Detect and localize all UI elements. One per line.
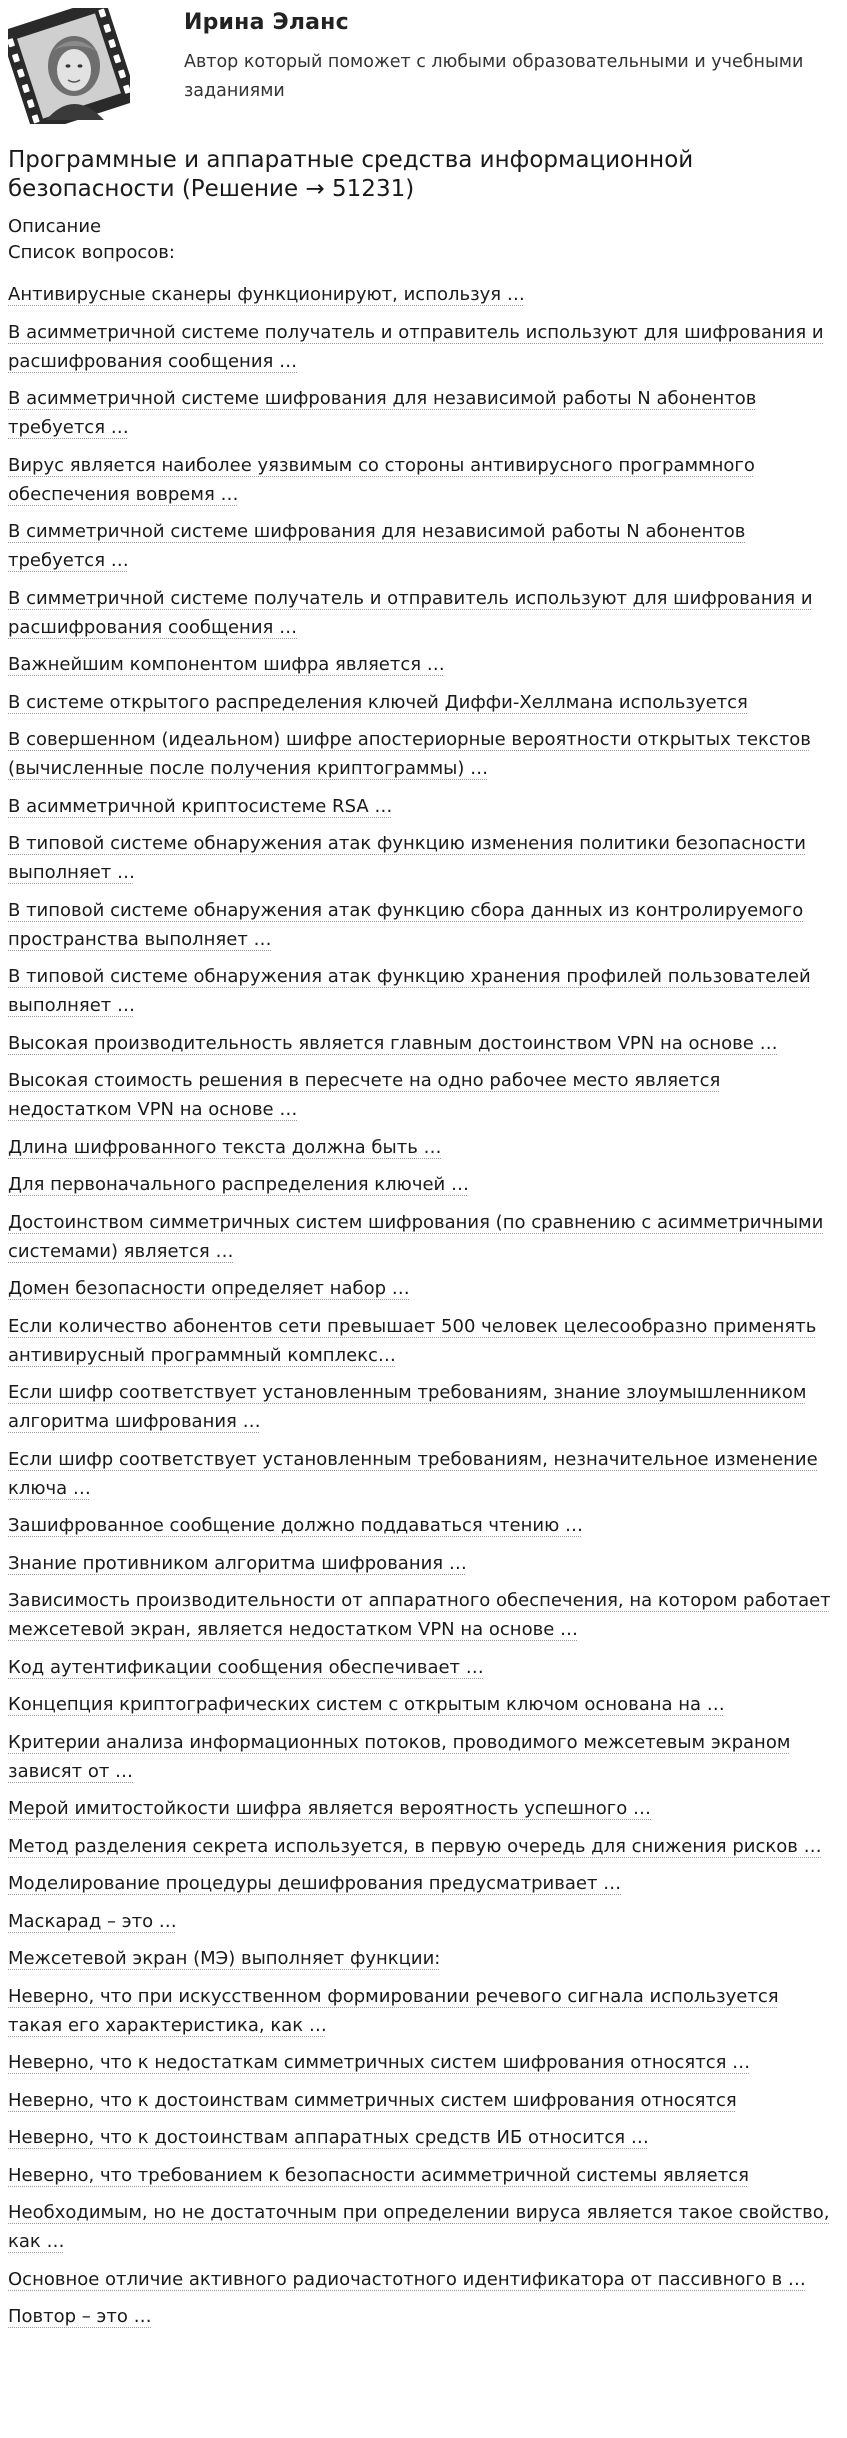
question-link[interactable]: Достоинством симметричных систем шифрования (по сравнению с асимметричными системами) является …	[8, 1211, 824, 1262]
question-link[interactable]: Метод разделения секрета используется, в первую очередь для снижения рисков …	[8, 1835, 822, 1857]
questions-list	[8, 280, 838, 2340]
question-item	[8, 2302, 838, 2331]
question-item	[8, 1066, 838, 1124]
question-item	[8, 1445, 838, 1503]
question-link[interactable]: Для первоначального распределения ключей …	[8, 1174, 469, 1195]
question-item	[8, 1378, 838, 1436]
question-link[interactable]: Мерой имитостойкости шифра является вероятность успешного …	[8, 1798, 651, 1819]
question-item	[8, 1832, 838, 1861]
question-link[interactable]: Межсетевой экран (МЭ) выполняет функции:	[8, 1948, 441, 1969]
question-item	[8, 1312, 838, 1370]
question-link[interactable]: Высокая стоимость решения в пересчете на одно рабочее место является недостатком VPN на основе …	[8, 1070, 721, 1120]
question-item	[8, 1869, 838, 1898]
question-item	[8, 1982, 838, 2040]
question-link[interactable]: Неверно, что к достоинствам симметричных систем шифрования относятся	[8, 2089, 737, 2111]
author-name[interactable]: Ирина Эланс	[184, 10, 349, 35]
question-item	[8, 1208, 838, 1266]
question-item	[8, 318, 838, 376]
question-link[interactable]: Необходимым, но не достаточным при определении вируса является такое свойство, как …	[8, 2202, 830, 2252]
question-item	[8, 2161, 838, 2190]
question-link[interactable]: В асимметричной криптосистеме RSA …	[8, 795, 393, 817]
questions-label: Список вопросов:	[8, 242, 175, 263]
question-item	[8, 1944, 838, 1973]
question-link[interactable]: Моделирование процедуры дешифрования предусматривает …	[8, 1873, 622, 1894]
question-item	[8, 1907, 838, 1936]
question-link[interactable]: В асимметричной системе шифрования для независимой работы N абонентов требуется …	[8, 388, 757, 438]
question-link[interactable]: Домен безопасности определяет набор …	[8, 1278, 410, 1299]
question-item	[8, 1511, 838, 1540]
author-avatar[interactable]	[8, 8, 130, 124]
question-item	[8, 829, 838, 887]
question-item	[8, 517, 838, 575]
question-item	[8, 1170, 838, 1199]
question-link[interactable]: Повтор – это …	[8, 2306, 152, 2327]
question-link[interactable]: В симметричной системе шифрования для независимой работы N абонентов требуется …	[8, 521, 746, 571]
question-link[interactable]: В симметричной системе получатель и отправитель используют для шифрования и расшифрования сообщения …	[8, 587, 813, 638]
question-item	[8, 1029, 838, 1058]
question-link[interactable]: Важнейшим компонентом шифра является …	[8, 654, 445, 675]
question-item	[8, 962, 838, 1020]
author-card	[0, 0, 847, 135]
question-item	[8, 2048, 838, 2077]
question-link[interactable]: Неверно, что к достоинствам аппаратных средств ИБ относится …	[8, 2127, 649, 2148]
author-description: Автор который поможет с любыми образовательными и учебными заданиями	[184, 52, 804, 101]
question-item	[8, 384, 838, 442]
question-item	[8, 2265, 838, 2294]
question-link[interactable]: Основное отличие активного радиочастотного идентификатора от пассивного в …	[8, 2268, 806, 2290]
question-item	[8, 2198, 838, 2256]
question-item	[8, 1133, 838, 1162]
avatar-photo	[8, 8, 130, 124]
question-link[interactable]: Неверно, что требованием к безопасности асимметричной системы является	[8, 2164, 749, 2186]
question-link[interactable]: Вирус является наиболее уязвимым со стороны антивирусного программного обеспечения вовремя …	[8, 454, 755, 505]
question-link[interactable]: Длина шифрованного текста должна быть …	[8, 1136, 442, 1158]
question-item	[8, 896, 838, 954]
question-link[interactable]: Концепция криптографических систем с открытым ключом основана на …	[8, 1694, 725, 1715]
question-item	[8, 650, 838, 679]
page-title: Программные и аппаратные средства информационной безопасности (Решение → 51231)	[8, 147, 694, 202]
question-link[interactable]: В совершенном (идеальном) шифре апостериорные вероятности открытых текстов (вычисленные после получения криптограммы) …	[8, 729, 811, 779]
question-link[interactable]: Код аутентификации сообщения обеспечивает …	[8, 1656, 484, 1678]
question-item	[8, 1728, 838, 1786]
question-link[interactable]: Неверно, что к недостаткам симметричных систем шифрования относятся …	[8, 2052, 751, 2073]
question-item	[8, 1274, 838, 1303]
question-link[interactable]: Критерии анализа информационных потоков, проводимого межсетевым экраном зависят от …	[8, 1731, 791, 1782]
question-item	[8, 792, 838, 821]
question-item	[8, 1653, 838, 1682]
question-item	[8, 688, 838, 717]
question-link[interactable]: Если количество абонентов сети превышает 500 человек целесообразно применять антивирусный программный комплекс…	[8, 1315, 817, 1366]
question-link[interactable]: Маскарад – это …	[8, 1910, 177, 1932]
question-link[interactable]: Знание противником алгоритма шифрования …	[8, 1552, 467, 1574]
question-link[interactable]: Если шифр соответствует установленным требованиям, незначительное изменение ключа …	[8, 1448, 818, 1499]
question-link[interactable]: Если шифр соответствует установленным требованиям, знание злоумышленником алгоритма шифрования …	[8, 1382, 807, 1432]
question-link[interactable]: В системе открытого распределения ключей Диффи-Хеллмана используется	[8, 691, 748, 713]
question-link[interactable]: В типовой системе обнаружения атак функцию хранения профилей пользователей выполняет …	[8, 966, 811, 1016]
question-link[interactable]: Высокая производительность является главным достоинством VPN на основе …	[8, 1032, 778, 1054]
question-link[interactable]: Зашифрованное сообщение должно поддаваться чтению …	[8, 1515, 583, 1536]
question-item	[8, 2086, 838, 2115]
question-link[interactable]: В типовой системе обнаружения атак функцию изменения политики безопасности выполняет …	[8, 833, 807, 883]
question-item	[8, 1690, 838, 1719]
question-item	[8, 725, 838, 783]
description-label: Описание	[8, 216, 102, 237]
question-link[interactable]: В асимметричной системе получатель и отправитель используют для шифрования и расшифрования сообщения …	[8, 321, 824, 372]
question-item	[8, 2123, 838, 2152]
question-link[interactable]: Неверно, что при искусственном формировании речевого сигнала используется такая его характеристика, как …	[8, 1985, 779, 2036]
question-item	[8, 584, 838, 642]
question-item	[8, 451, 838, 509]
question-link[interactable]: Антивирусные сканеры функционируют, используя …	[8, 284, 525, 305]
question-item	[8, 1586, 838, 1644]
question-link[interactable]: В типовой системе обнаружения атак функцию сбора данных из контролируемого пространства выполняет …	[8, 899, 804, 950]
question-item	[8, 1549, 838, 1578]
question-item	[8, 280, 838, 309]
question-item	[8, 1794, 838, 1823]
question-link[interactable]: Зависимость производительности от аппаратного обеспечения, на котором работает межсетевой экран, является недостатком VPN на основе …	[8, 1590, 831, 1640]
